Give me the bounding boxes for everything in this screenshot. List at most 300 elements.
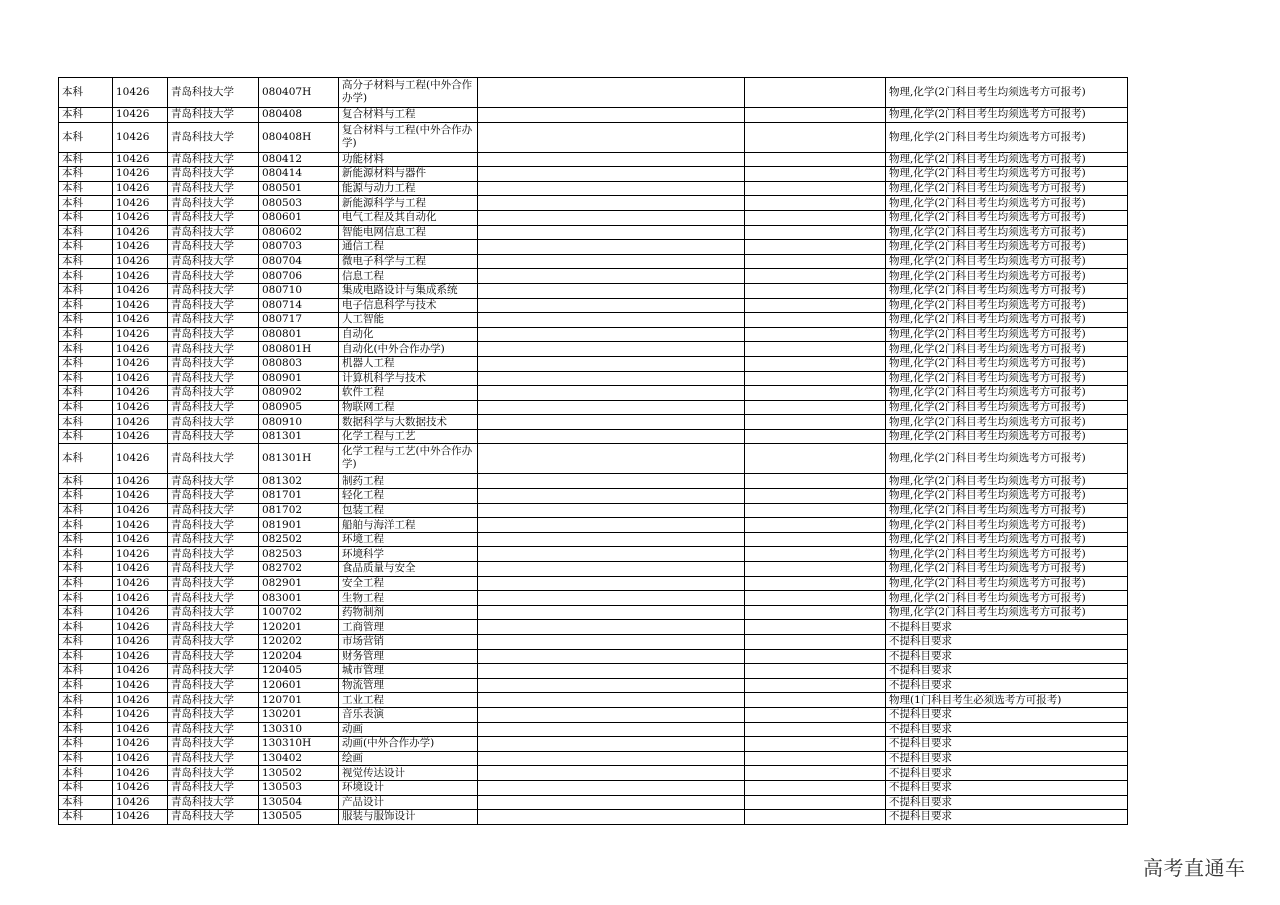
cell-school-code: 10426	[113, 415, 168, 430]
cell-level: 本科	[59, 342, 113, 357]
cell-level: 本科	[59, 371, 113, 386]
cell-subject-requirement: 物理,化学(2门科目考生均须选考方可报考)	[886, 298, 1128, 313]
table-row	[59, 489, 1128, 504]
cell-subject-requirement: 物理,化学(2门科目考生均须选考方可报考)	[886, 167, 1128, 182]
cell-school-code: 10426	[113, 664, 168, 679]
cell-major-code: 082901	[259, 576, 339, 591]
cell-blank-2	[745, 722, 886, 737]
cell-major-name: 包装工程	[339, 503, 478, 518]
cell-school-code: 10426	[113, 547, 168, 562]
cell-school-code: 10426	[113, 240, 168, 255]
cell-major-name: 信息工程	[339, 269, 478, 284]
cell-major-code: 120701	[259, 693, 339, 708]
cell-school-code: 10426	[113, 108, 168, 123]
cell-blank-2	[745, 489, 886, 504]
cell-school-code: 10426	[113, 780, 168, 795]
cell-subject-requirement: 物理,化学(2门科目考生均须选考方可报考)	[886, 269, 1128, 284]
table-row	[59, 313, 1128, 328]
cell-blank-2	[745, 693, 886, 708]
cell-subject-requirement: 不提科目要求	[886, 766, 1128, 781]
cell-blank-2	[745, 620, 886, 635]
cell-blank-2	[745, 327, 886, 342]
cell-level: 本科	[59, 620, 113, 635]
cell-school-code: 10426	[113, 167, 168, 182]
cell-major-name: 视觉传达设计	[339, 766, 478, 781]
cell-subject-requirement: 物理,化学(2门科目考生均须选考方可报考)	[886, 78, 1128, 108]
cell-subject-requirement: 物理,化学(2门科目考生均须选考方可报考)	[886, 415, 1128, 430]
cell-school-name: 青岛科技大学	[168, 122, 259, 152]
table-row	[59, 678, 1128, 693]
cell-level: 本科	[59, 196, 113, 211]
cell-major-name: 复合材料与工程(中外合作办学)	[339, 122, 478, 152]
cell-school-code: 10426	[113, 122, 168, 152]
cell-major-name: 物流管理	[339, 678, 478, 693]
table-row	[59, 386, 1128, 401]
cell-school-name: 青岛科技大学	[168, 810, 259, 825]
cell-subject-requirement: 不提科目要求	[886, 707, 1128, 722]
cell-level: 本科	[59, 327, 113, 342]
cell-major-name: 物联网工程	[339, 400, 478, 415]
cell-level: 本科	[59, 737, 113, 752]
cell-blank-2	[745, 664, 886, 679]
table-row	[59, 547, 1128, 562]
cell-subject-requirement: 不提科目要求	[886, 649, 1128, 664]
cell-blank-2	[745, 342, 886, 357]
cell-blank	[478, 298, 745, 313]
cell-major-code: 081702	[259, 503, 339, 518]
cell-major-code: 081301H	[259, 444, 339, 474]
cell-blank-2	[745, 444, 886, 474]
cell-blank-2	[745, 108, 886, 123]
cell-school-code: 10426	[113, 181, 168, 196]
cell-blank	[478, 313, 745, 328]
cell-subject-requirement: 不提科目要求	[886, 810, 1128, 825]
table-row	[59, 181, 1128, 196]
cell-major-name: 能源与动力工程	[339, 181, 478, 196]
cell-level: 本科	[59, 605, 113, 620]
cell-level: 本科	[59, 298, 113, 313]
cell-major-name: 自动化	[339, 327, 478, 342]
cell-subject-requirement: 不提科目要求	[886, 737, 1128, 752]
cell-level: 本科	[59, 269, 113, 284]
cell-blank-2	[745, 518, 886, 533]
cell-blank-2	[745, 605, 886, 620]
cell-major-name: 数据科学与大数据技术	[339, 415, 478, 430]
cell-blank	[478, 429, 745, 444]
cell-major-name: 计算机科学与技术	[339, 371, 478, 386]
cell-major-name: 人工智能	[339, 313, 478, 328]
cell-major-code: 080703	[259, 240, 339, 255]
cell-blank	[478, 283, 745, 298]
cell-level: 本科	[59, 444, 113, 474]
cell-school-code: 10426	[113, 386, 168, 401]
cell-school-name: 青岛科技大学	[168, 254, 259, 269]
cell-major-code: 080710	[259, 283, 339, 298]
cell-school-code: 10426	[113, 751, 168, 766]
cell-school-name: 青岛科技大学	[168, 664, 259, 679]
cell-school-name: 青岛科技大学	[168, 313, 259, 328]
cell-major-name: 微电子科学与工程	[339, 254, 478, 269]
table-row	[59, 707, 1128, 722]
cell-subject-requirement: 物理,化学(2门科目考生均须选考方可报考)	[886, 489, 1128, 504]
cell-blank-2	[745, 678, 886, 693]
table-row	[59, 795, 1128, 810]
cell-school-name: 青岛科技大学	[168, 429, 259, 444]
cell-blank	[478, 342, 745, 357]
cell-subject-requirement: 物理,化学(2门科目考生均须选考方可报考)	[886, 313, 1128, 328]
cell-school-name: 青岛科技大学	[168, 635, 259, 650]
cell-level: 本科	[59, 810, 113, 825]
cell-level: 本科	[59, 429, 113, 444]
cell-major-name: 环境科学	[339, 547, 478, 562]
cell-school-name: 青岛科技大学	[168, 489, 259, 504]
cell-subject-requirement: 物理,化学(2门科目考生均须选考方可报考)	[886, 356, 1128, 371]
cell-blank-2	[745, 707, 886, 722]
cell-school-name: 青岛科技大学	[168, 693, 259, 708]
cell-school-name: 青岛科技大学	[168, 532, 259, 547]
cell-school-name: 青岛科技大学	[168, 400, 259, 415]
cell-level: 本科	[59, 167, 113, 182]
cell-blank	[478, 532, 745, 547]
cell-school-name: 青岛科技大学	[168, 751, 259, 766]
table-row	[59, 108, 1128, 123]
cell-level: 本科	[59, 210, 113, 225]
cell-subject-requirement: 物理,化学(2门科目考生均须选考方可报考)	[886, 518, 1128, 533]
cell-major-name: 软件工程	[339, 386, 478, 401]
cell-school-code: 10426	[113, 620, 168, 635]
cell-subject-requirement: 不提科目要求	[886, 795, 1128, 810]
cell-school-code: 10426	[113, 298, 168, 313]
cell-school-code: 10426	[113, 400, 168, 415]
cell-level: 本科	[59, 547, 113, 562]
cell-school-name: 青岛科技大学	[168, 298, 259, 313]
cell-major-code: 120405	[259, 664, 339, 679]
cell-major-name: 新能源科学与工程	[339, 196, 478, 211]
cell-major-name: 食品质量与安全	[339, 562, 478, 577]
cell-subject-requirement: 不提科目要求	[886, 664, 1128, 679]
cell-blank-2	[745, 196, 886, 211]
cell-major-code: 130310H	[259, 737, 339, 752]
cell-subject-requirement: 物理,化学(2门科目考生均须选考方可报考)	[886, 429, 1128, 444]
cell-blank-2	[745, 298, 886, 313]
cell-blank-2	[745, 810, 886, 825]
cell-major-name: 环境设计	[339, 780, 478, 795]
cell-blank	[478, 503, 745, 518]
cell-subject-requirement: 物理,化学(2门科目考生均须选考方可报考)	[886, 181, 1128, 196]
cell-school-code: 10426	[113, 356, 168, 371]
cell-blank	[478, 444, 745, 474]
table-row	[59, 562, 1128, 577]
cell-blank-2	[745, 313, 886, 328]
cell-level: 本科	[59, 693, 113, 708]
cell-level: 本科	[59, 780, 113, 795]
table-row	[59, 620, 1128, 635]
cell-blank	[478, 167, 745, 182]
cell-level: 本科	[59, 122, 113, 152]
cell-major-name: 轻化工程	[339, 489, 478, 504]
cell-major-name: 城市管理	[339, 664, 478, 679]
cell-subject-requirement: 不提科目要求	[886, 620, 1128, 635]
cell-school-code: 10426	[113, 737, 168, 752]
cell-major-code: 080910	[259, 415, 339, 430]
cell-major-code: 080706	[259, 269, 339, 284]
cell-level: 本科	[59, 751, 113, 766]
cell-major-code: 082503	[259, 547, 339, 562]
cell-school-code: 10426	[113, 474, 168, 489]
cell-level: 本科	[59, 795, 113, 810]
cell-school-name: 青岛科技大学	[168, 240, 259, 255]
cell-subject-requirement: 物理,化学(2门科目考生均须选考方可报考)	[886, 591, 1128, 606]
cell-major-code: 080801	[259, 327, 339, 342]
cell-subject-requirement: 物理,化学(2门科目考生均须选考方可报考)	[886, 196, 1128, 211]
table-row	[59, 167, 1128, 182]
cell-subject-requirement: 物理,化学(2门科目考生均须选考方可报考)	[886, 342, 1128, 357]
table-row	[59, 152, 1128, 167]
table-row	[59, 444, 1128, 474]
cell-major-name: 动画	[339, 722, 478, 737]
cell-subject-requirement: 物理,化学(2门科目考生均须选考方可报考)	[886, 210, 1128, 225]
cell-level: 本科	[59, 313, 113, 328]
cell-level: 本科	[59, 518, 113, 533]
cell-school-code: 10426	[113, 210, 168, 225]
cell-school-name: 青岛科技大学	[168, 707, 259, 722]
cell-major-code: 083001	[259, 591, 339, 606]
cell-major-code: 080407H	[259, 78, 339, 108]
cell-blank	[478, 605, 745, 620]
cell-major-name: 产品设计	[339, 795, 478, 810]
cell-subject-requirement: 物理,化学(2门科目考生均须选考方可报考)	[886, 240, 1128, 255]
cell-subject-requirement: 物理,化学(2门科目考生均须选考方可报考)	[886, 371, 1128, 386]
cell-school-name: 青岛科技大学	[168, 108, 259, 123]
cell-blank-2	[745, 547, 886, 562]
table-row	[59, 342, 1128, 357]
table-row	[59, 474, 1128, 489]
cell-level: 本科	[59, 181, 113, 196]
cell-school-name: 青岛科技大学	[168, 356, 259, 371]
cell-blank-2	[745, 181, 886, 196]
cell-major-name: 新能源材料与器件	[339, 167, 478, 182]
cell-school-code: 10426	[113, 678, 168, 693]
cell-school-name: 青岛科技大学	[168, 269, 259, 284]
table-row	[59, 737, 1128, 752]
table-row	[59, 649, 1128, 664]
cell-school-code: 10426	[113, 283, 168, 298]
cell-school-code: 10426	[113, 532, 168, 547]
table-row	[59, 518, 1128, 533]
cell-major-name: 船舶与海洋工程	[339, 518, 478, 533]
cell-major-code: 080901	[259, 371, 339, 386]
table-row	[59, 240, 1128, 255]
cell-school-name: 青岛科技大学	[168, 327, 259, 342]
cell-school-name: 青岛科技大学	[168, 780, 259, 795]
cell-school-code: 10426	[113, 489, 168, 504]
cell-blank-2	[745, 591, 886, 606]
cell-blank	[478, 707, 745, 722]
cell-level: 本科	[59, 356, 113, 371]
cell-major-code: 080503	[259, 196, 339, 211]
cell-school-name: 青岛科技大学	[168, 181, 259, 196]
table-row	[59, 429, 1128, 444]
cell-major-code: 130503	[259, 780, 339, 795]
cell-school-name: 青岛科技大学	[168, 649, 259, 664]
cell-level: 本科	[59, 400, 113, 415]
cell-school-code: 10426	[113, 722, 168, 737]
cell-blank-2	[745, 225, 886, 240]
cell-school-code: 10426	[113, 313, 168, 328]
cell-blank-2	[745, 400, 886, 415]
cell-level: 本科	[59, 474, 113, 489]
cell-school-name: 青岛科技大学	[168, 518, 259, 533]
table-row	[59, 298, 1128, 313]
cell-blank	[478, 240, 745, 255]
cell-school-code: 10426	[113, 196, 168, 211]
cell-major-code: 130505	[259, 810, 339, 825]
cell-major-code: 080714	[259, 298, 339, 313]
cell-blank-2	[745, 283, 886, 298]
cell-level: 本科	[59, 576, 113, 591]
cell-school-code: 10426	[113, 78, 168, 108]
cell-school-name: 青岛科技大学	[168, 78, 259, 108]
table-row	[59, 327, 1128, 342]
cell-subject-requirement: 不提科目要求	[886, 635, 1128, 650]
cell-blank	[478, 678, 745, 693]
cell-school-code: 10426	[113, 649, 168, 664]
cell-school-code: 10426	[113, 591, 168, 606]
cell-major-code: 082702	[259, 562, 339, 577]
cell-major-code: 130502	[259, 766, 339, 781]
cell-subject-requirement: 物理,化学(2门科目考生均须选考方可报考)	[886, 562, 1128, 577]
table-row	[59, 283, 1128, 298]
table-row	[59, 196, 1128, 211]
cell-school-name: 青岛科技大学	[168, 737, 259, 752]
cell-blank-2	[745, 751, 886, 766]
cell-blank	[478, 196, 745, 211]
cell-major-name: 工商管理	[339, 620, 478, 635]
table-row	[59, 722, 1128, 737]
cell-subject-requirement: 物理,化学(2门科目考生均须选考方可报考)	[886, 605, 1128, 620]
cell-level: 本科	[59, 722, 113, 737]
cell-major-code: 130201	[259, 707, 339, 722]
cell-major-code: 080601	[259, 210, 339, 225]
cell-school-code: 10426	[113, 810, 168, 825]
cell-subject-requirement: 物理,化学(2门科目考生均须选考方可报考)	[886, 225, 1128, 240]
table-row	[59, 693, 1128, 708]
cell-level: 本科	[59, 225, 113, 240]
cell-major-code: 080412	[259, 152, 339, 167]
cell-school-name: 青岛科技大学	[168, 225, 259, 240]
cell-blank-2	[745, 635, 886, 650]
cell-school-name: 青岛科技大学	[168, 474, 259, 489]
cell-level: 本科	[59, 532, 113, 547]
cell-major-name: 生物工程	[339, 591, 478, 606]
table-row	[59, 225, 1128, 240]
cell-school-code: 10426	[113, 693, 168, 708]
cell-blank-2	[745, 78, 886, 108]
cell-blank	[478, 591, 745, 606]
cell-blank	[478, 489, 745, 504]
cell-subject-requirement: 物理,化学(2门科目考生均须选考方可报考)	[886, 122, 1128, 152]
cell-level: 本科	[59, 635, 113, 650]
table-row	[59, 122, 1128, 152]
cell-school-name: 青岛科技大学	[168, 795, 259, 810]
cell-blank-2	[745, 269, 886, 284]
cell-blank	[478, 810, 745, 825]
cell-major-name: 集成电路设计与集成系统	[339, 283, 478, 298]
cell-major-code: 080408H	[259, 122, 339, 152]
cell-blank-2	[745, 415, 886, 430]
cell-major-code: 080905	[259, 400, 339, 415]
cell-subject-requirement: 物理,化学(2门科目考生均须选考方可报考)	[886, 547, 1128, 562]
table-row	[59, 254, 1128, 269]
cell-blank	[478, 386, 745, 401]
cell-major-name: 财务管理	[339, 649, 478, 664]
cell-school-code: 10426	[113, 707, 168, 722]
cell-major-name: 动画(中外合作办学)	[339, 737, 478, 752]
cell-level: 本科	[59, 503, 113, 518]
cell-blank	[478, 400, 745, 415]
cell-major-name: 电子信息科学与技术	[339, 298, 478, 313]
cell-blank	[478, 474, 745, 489]
cell-blank-2	[745, 562, 886, 577]
cell-major-name: 工业工程	[339, 693, 478, 708]
cell-school-name: 青岛科技大学	[168, 415, 259, 430]
cell-major-name: 服装与服饰设计	[339, 810, 478, 825]
cell-blank	[478, 371, 745, 386]
table-row	[59, 356, 1128, 371]
cell-school-code: 10426	[113, 429, 168, 444]
cell-major-name: 安全工程	[339, 576, 478, 591]
cell-school-code: 10426	[113, 254, 168, 269]
cell-school-code: 10426	[113, 605, 168, 620]
cell-major-code: 130402	[259, 751, 339, 766]
cell-blank	[478, 620, 745, 635]
cell-subject-requirement: 物理,化学(2门科目考生均须选考方可报考)	[886, 386, 1128, 401]
cell-major-code: 120601	[259, 678, 339, 693]
cell-blank-2	[745, 254, 886, 269]
cell-major-code: 130504	[259, 795, 339, 810]
cell-major-code: 080602	[259, 225, 339, 240]
cell-blank	[478, 766, 745, 781]
cell-blank-2	[745, 503, 886, 518]
table-row	[59, 78, 1128, 108]
cell-level: 本科	[59, 254, 113, 269]
cell-school-name: 青岛科技大学	[168, 342, 259, 357]
table-row	[59, 664, 1128, 679]
cell-blank	[478, 562, 745, 577]
cell-major-name: 药物制剂	[339, 605, 478, 620]
cell-school-code: 10426	[113, 576, 168, 591]
cell-blank	[478, 225, 745, 240]
cell-school-code: 10426	[113, 795, 168, 810]
cell-blank	[478, 152, 745, 167]
cell-school-name: 青岛科技大学	[168, 576, 259, 591]
cell-school-name: 青岛科技大学	[168, 444, 259, 474]
cell-blank-2	[745, 122, 886, 152]
cell-subject-requirement: 物理,化学(2门科目考生均须选考方可报考)	[886, 327, 1128, 342]
cell-subject-requirement: 物理,化学(2门科目考生均须选考方可报考)	[886, 108, 1128, 123]
cell-blank	[478, 356, 745, 371]
cell-subject-requirement: 物理,化学(2门科目考生均须选考方可报考)	[886, 503, 1128, 518]
cell-major-code: 080902	[259, 386, 339, 401]
cell-major-name: 制药工程	[339, 474, 478, 489]
cell-major-name: 化学工程与工艺	[339, 429, 478, 444]
table-row	[59, 400, 1128, 415]
cell-school-code: 10426	[113, 503, 168, 518]
cell-major-code: 081302	[259, 474, 339, 489]
cell-major-code: 081301	[259, 429, 339, 444]
cell-blank-2	[745, 766, 886, 781]
cell-blank	[478, 635, 745, 650]
